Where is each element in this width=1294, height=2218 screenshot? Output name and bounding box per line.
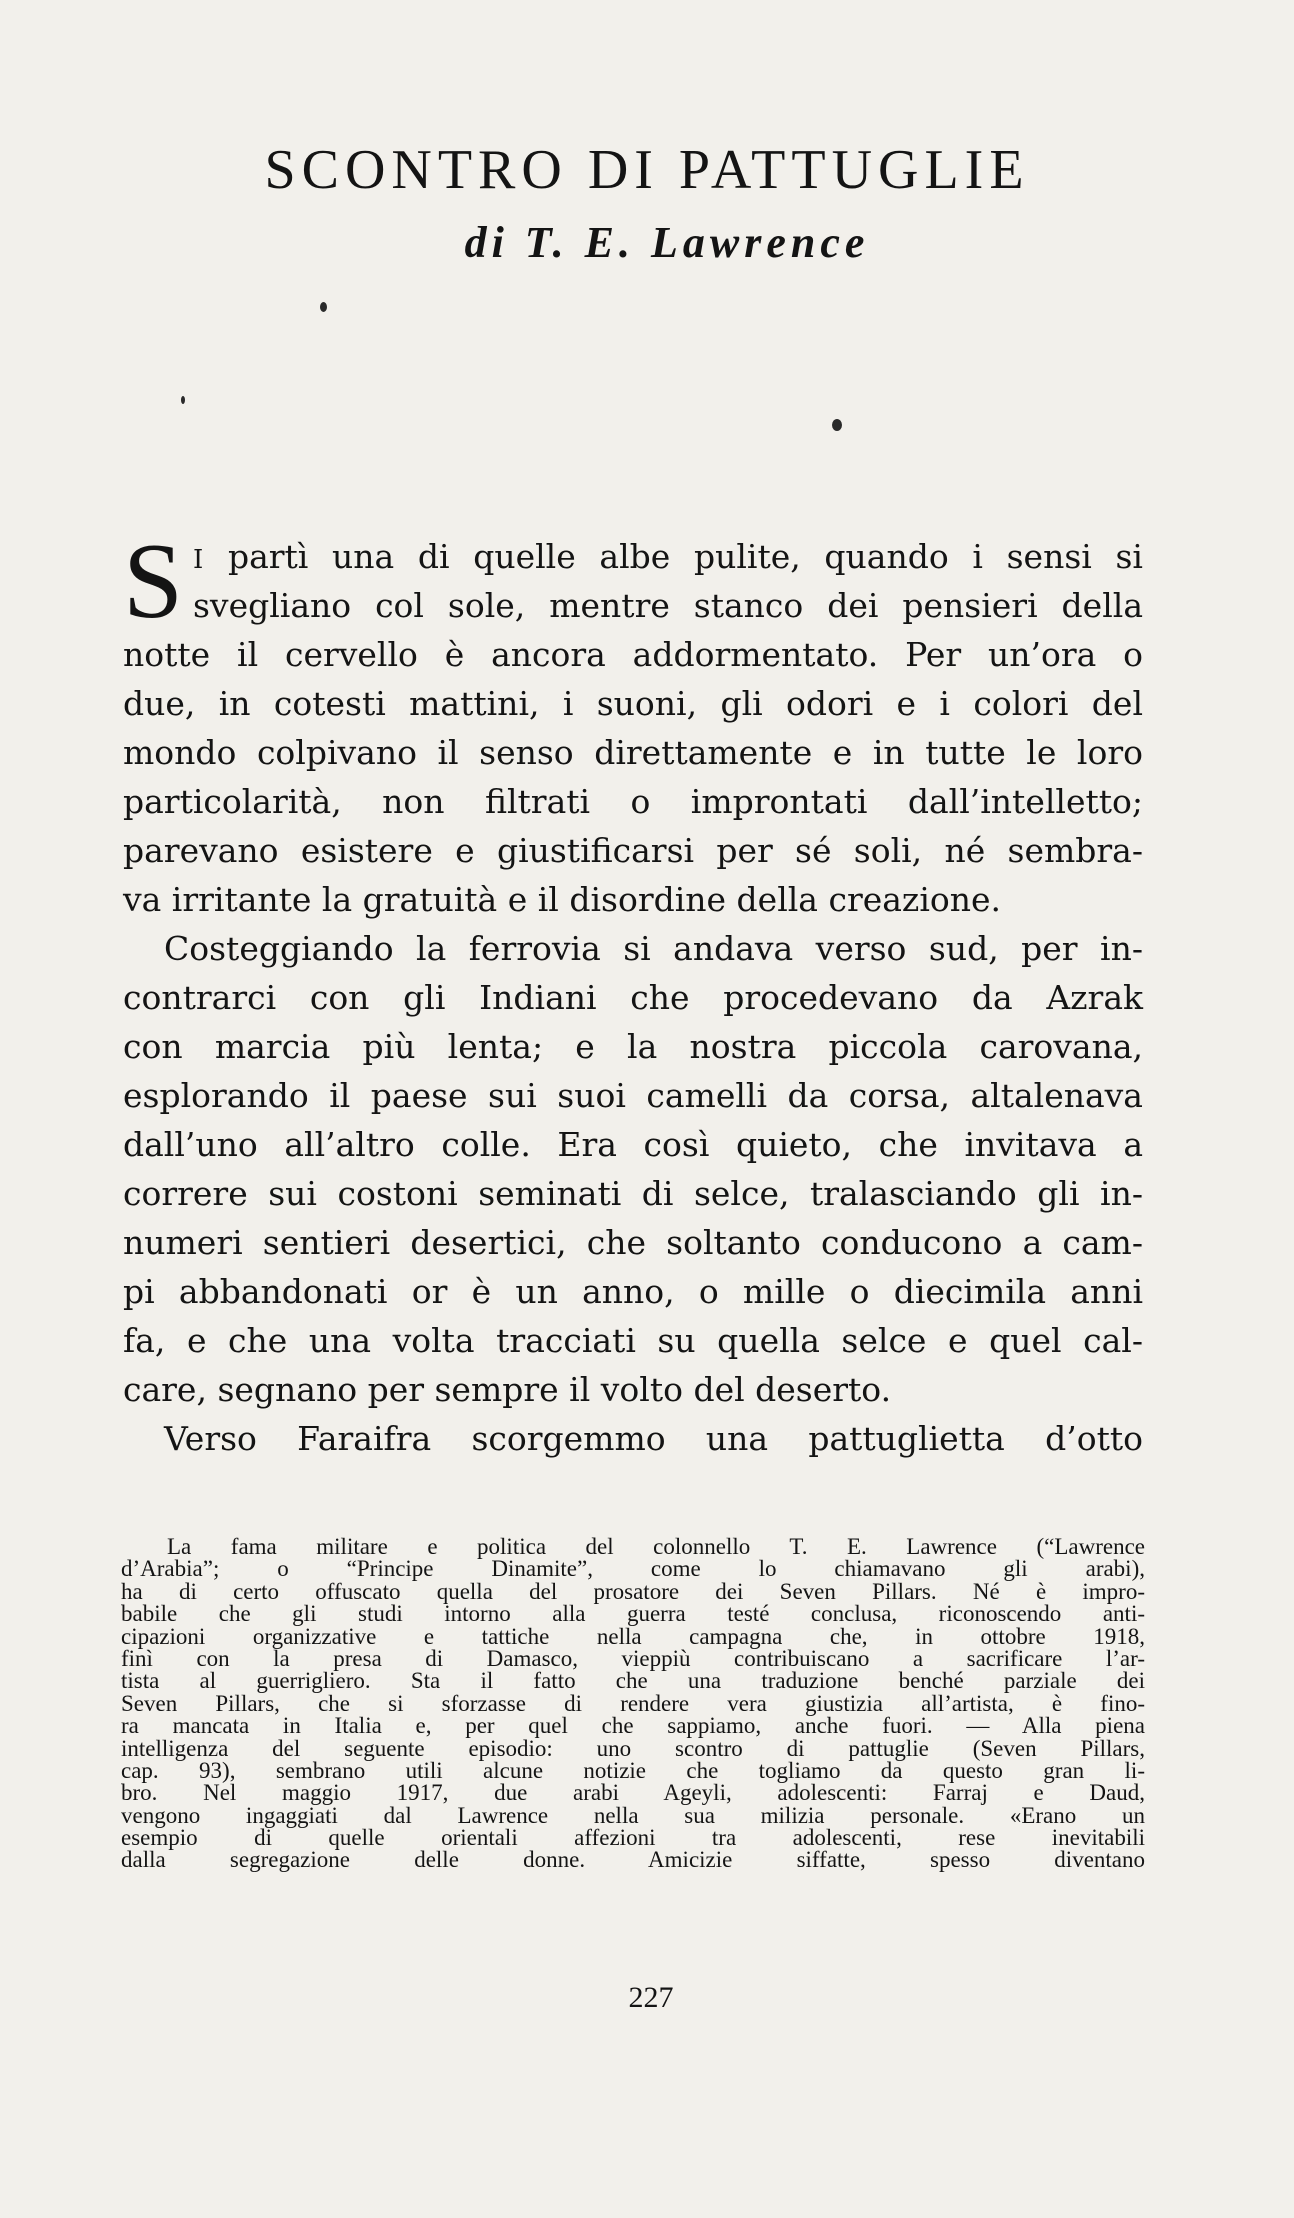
page-number: 227 bbox=[628, 1981, 674, 2014]
body-line: va irritante la gratuità e il disordine della creazione. bbox=[123, 880, 1002, 919]
body-line: pi abbandonati or è un anno, o mille o diecimila anni bbox=[123, 1272, 1143, 1311]
note-line: d’Arabia”; o “Principe Dinamite”, come lo chiamavano gli arabi), bbox=[121, 1556, 1145, 1582]
note-line: babile che gli studi intorno alla guerra testé conclusa, riconoscendo anti- bbox=[121, 1601, 1145, 1627]
body-line: dall’uno all’altro colle. Era così quieto, che invitava a bbox=[123, 1125, 1143, 1164]
note-line: tista al guerrigliero. Sta il fatto che una traduzione benché parziale dei bbox=[121, 1668, 1145, 1694]
drop-cap-continuation: I bbox=[193, 545, 205, 575]
body-line: Verso Faraifra scorgemmo una pattuglietta d’otto bbox=[164, 1419, 1143, 1458]
ink-speck bbox=[181, 396, 185, 404]
article-author: di T. E. Lawrence bbox=[464, 218, 870, 267]
body-line: contrarci con gli Indiani che procedevano da Azrak bbox=[123, 978, 1143, 1017]
body-line bbox=[123, 532, 1143, 581]
note-line: cap. 93), sembrano utili alcune notizie che togliamo da questo gran li- bbox=[121, 1757, 1145, 1783]
body-line: con marcia più lenta; e la nostra piccola carovana, bbox=[123, 1027, 1143, 1066]
note-line: ha di certo offuscato quella del prosatore dei Seven Pillars. Né è impro- bbox=[121, 1578, 1145, 1604]
drop-cap: S bbox=[123, 522, 184, 641]
body-line: svegliano col sole, mentre stanco dei pensieri della bbox=[193, 586, 1143, 625]
body-line: mondo colpivano il senso direttamente e in tutte le loro bbox=[123, 733, 1143, 772]
body-line: notte il cervello è ancora addormentato. Per un’ora o bbox=[123, 635, 1143, 674]
article-body bbox=[123, 522, 1143, 1463]
body-line: numeri sentieri desertici, che soltanto conducono a cam- bbox=[123, 1223, 1143, 1262]
article-title: SCONTRO DI PATTUGLIE bbox=[264, 139, 1030, 201]
editorial-note bbox=[121, 1536, 1145, 1872]
body-line: care, segnano per sempre il volto del deserto. bbox=[123, 1370, 892, 1409]
body-line: particolarità, non filtrati o improntati dall’intelletto; bbox=[123, 782, 1143, 821]
note-line: dalla segregazione delle donne. Amicizie siffatte, spesso diventano bbox=[121, 1847, 1145, 1873]
note-line: bro. Nel maggio 1917, due arabi Ageyli, adolescenti: Farraj e Daud, bbox=[121, 1780, 1145, 1806]
body-line: esplorando il paese sui suoi camelli da corsa, altalenava bbox=[123, 1076, 1143, 1115]
note-line: ra mancata in Italia e, per quel che sappiamo, anche fuori. — Alla piena bbox=[121, 1713, 1145, 1739]
note-line: cipazioni organizzative e tattiche nella campagna che, in ottobre 1918, bbox=[121, 1623, 1145, 1649]
body-line-text: partì una di quelle albe pulite, quando i sensi si bbox=[227, 537, 1143, 576]
note-line: Seven Pillars, che si sforzasse di rendere vera giustizia all’artista, è fino- bbox=[121, 1690, 1145, 1716]
body-line: fa, e che una volta tracciati su quella selce e quel cal- bbox=[123, 1321, 1143, 1360]
note-line: vengono ingaggiati dal Lawrence nella sua milizia personale. «Erano un bbox=[121, 1802, 1145, 1828]
ink-speck bbox=[320, 302, 327, 312]
note-line: finì con la presa di Damasco, vieppiù contribuiscano a sacrificare l’ar- bbox=[121, 1645, 1145, 1671]
note-line: intelligenza del seguente episodio: uno scontro di pattuglie (Seven Pillars, bbox=[121, 1735, 1145, 1761]
body-line: parevano esistere e giustificarsi per sé soli, né sembra- bbox=[123, 831, 1143, 870]
body-line: due, in cotesti mattini, i suoni, gli odori e i colori del bbox=[123, 684, 1143, 723]
body-line: Costeggiando la ferrovia si andava verso sud, per in- bbox=[164, 929, 1143, 968]
ink-speck bbox=[832, 419, 842, 431]
body-line: correre sui costoni seminati di selce, tralasciando gli in- bbox=[123, 1174, 1143, 1213]
note-line: esempio di quelle orientali affezioni tra adolescenti, rese inevitabili bbox=[121, 1825, 1145, 1851]
note-line: La fama militare e politica del colonnello T. E. Lawrence (“Lawrence bbox=[167, 1534, 1145, 1559]
